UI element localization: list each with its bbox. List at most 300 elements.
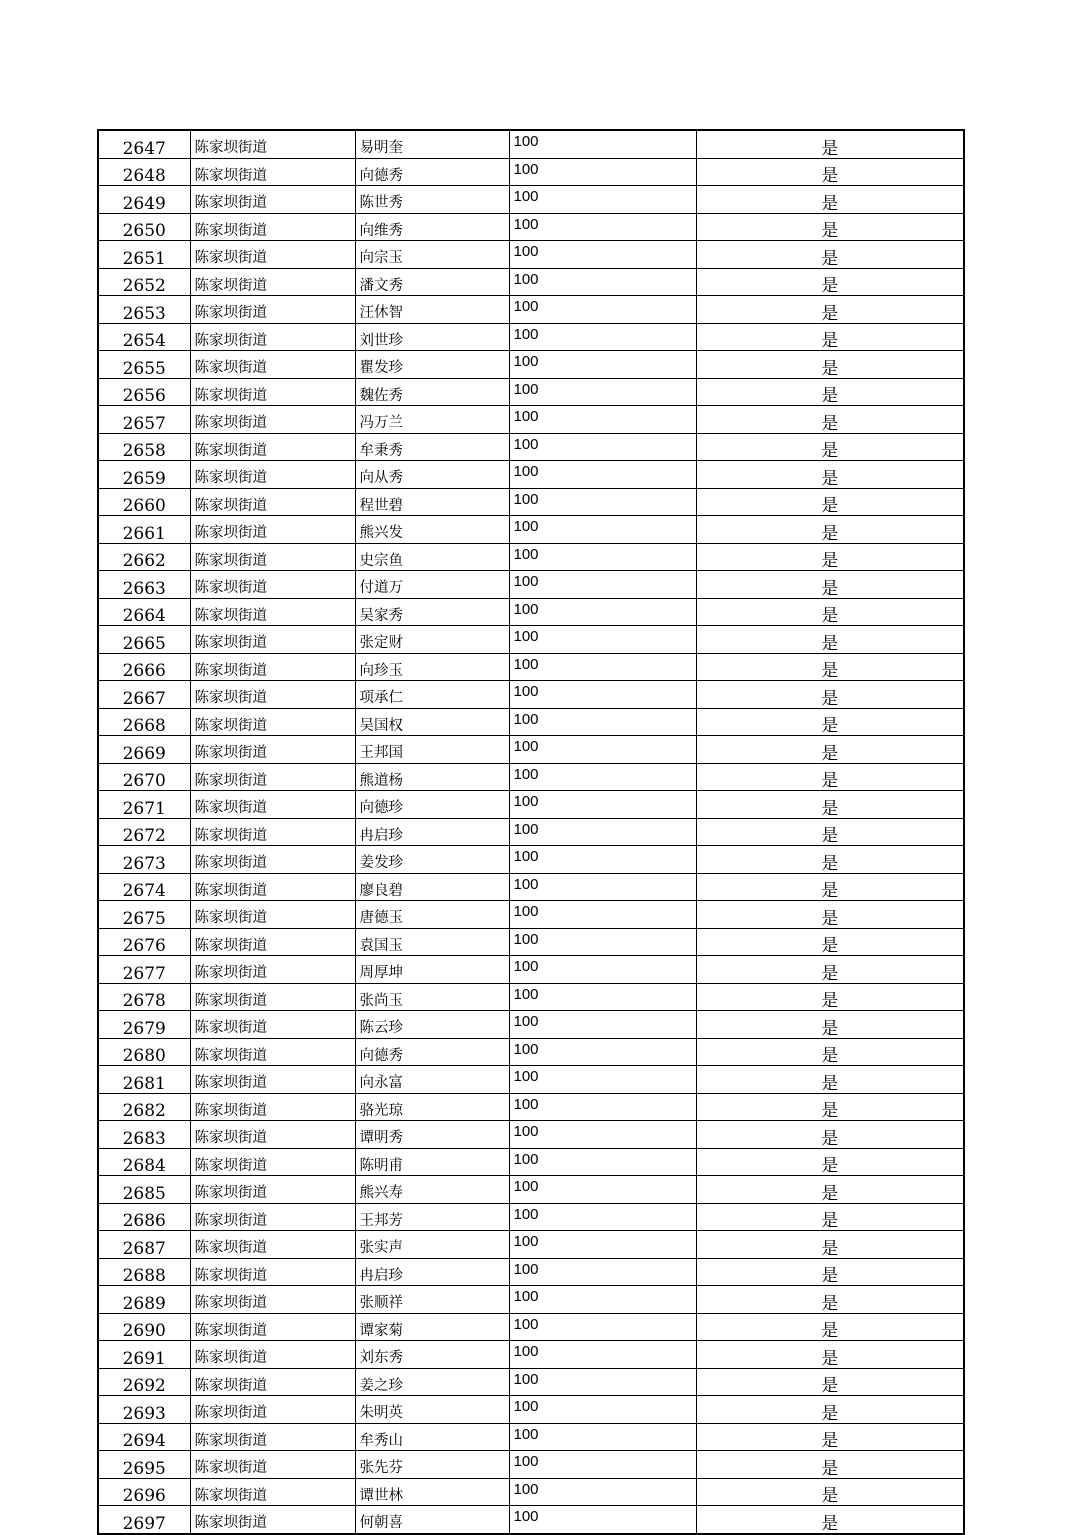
amount-cell: 100 [509,461,696,489]
street-cell: 陈家坝街道 [190,626,355,654]
person-name-cell: 谭明秀 [355,1121,509,1149]
person-name-cell: 刘东秀 [355,1341,509,1369]
person-name-cell: 刘世珍 [355,323,509,351]
row-number-cell: 2668 [98,708,190,736]
row-number-cell: 2660 [98,488,190,516]
flag-cell: 是 [696,1066,964,1094]
amount-cell: 100 [509,1341,696,1369]
amount-cell: 100 [509,1121,696,1149]
street-cell: 陈家坝街道 [190,1423,355,1451]
amount-cell: 100 [509,1148,696,1176]
street-cell: 陈家坝街道 [190,681,355,709]
row-number-cell: 2667 [98,681,190,709]
person-name-cell: 瞿发珍 [355,351,509,379]
row-number-cell: 2657 [98,406,190,434]
person-name-cell: 吴家秀 [355,598,509,626]
row-number-cell: 2648 [98,158,190,186]
row-number-cell: 2685 [98,1176,190,1204]
row-number-cell: 2695 [98,1451,190,1479]
person-name-cell: 冉启珍 [355,1258,509,1286]
row-number-cell: 2691 [98,1341,190,1369]
street-cell: 陈家坝街道 [190,1478,355,1506]
flag-cell: 是 [696,818,964,846]
amount-cell: 100 [509,1396,696,1424]
person-name-cell: 唐德玉 [355,901,509,929]
row-number-cell: 2666 [98,653,190,681]
flag-cell: 是 [696,186,964,214]
row-number-cell: 2672 [98,818,190,846]
amount-cell: 100 [509,1011,696,1039]
amount-cell: 100 [509,736,696,764]
flag-cell: 是 [696,1478,964,1506]
table-row [98,158,964,186]
row-number-cell: 2690 [98,1313,190,1341]
row-number-cell: 2651 [98,241,190,269]
amount-cell: 100 [509,791,696,819]
amount-cell: 100 [509,1368,696,1396]
table-row [98,1011,964,1039]
table-row [98,1313,964,1341]
flag-cell: 是 [696,736,964,764]
amount-cell: 100 [509,516,696,544]
street-cell: 陈家坝街道 [190,268,355,296]
flag-cell: 是 [696,1368,964,1396]
flag-cell: 是 [696,1396,964,1424]
flag-cell: 是 [696,1176,964,1204]
street-cell: 陈家坝街道 [190,241,355,269]
amount-cell: 100 [509,846,696,874]
row-number-cell: 2652 [98,268,190,296]
street-cell: 陈家坝街道 [190,1506,355,1534]
street-cell: 陈家坝街道 [190,1313,355,1341]
street-cell: 陈家坝街道 [190,1231,355,1259]
row-number-cell: 2647 [98,130,190,158]
street-cell: 陈家坝街道 [190,1038,355,1066]
row-number-cell: 2688 [98,1258,190,1286]
row-number-cell: 2689 [98,1286,190,1314]
amount-cell: 100 [509,1451,696,1479]
table-row [98,1121,964,1149]
row-number-cell: 2650 [98,213,190,241]
row-number-cell: 2661 [98,516,190,544]
table-row [98,818,964,846]
table-row [98,516,964,544]
table-row [98,1093,964,1121]
street-cell: 陈家坝街道 [190,1258,355,1286]
flag-cell: 是 [696,1313,964,1341]
street-cell: 陈家坝街道 [190,1011,355,1039]
amount-cell: 100 [509,241,696,269]
table-row [98,1148,964,1176]
table-row [98,1258,964,1286]
amount-cell: 100 [509,1423,696,1451]
row-number-cell: 2686 [98,1203,190,1231]
row-number-cell: 2694 [98,1423,190,1451]
amount-cell: 100 [509,1176,696,1204]
amount-cell: 100 [509,681,696,709]
person-name-cell: 潘文秀 [355,268,509,296]
table-row [98,901,964,929]
table-row [98,213,964,241]
street-cell: 陈家坝街道 [190,736,355,764]
row-number-cell: 2680 [98,1038,190,1066]
amount-cell: 100 [509,186,696,214]
table-row [98,846,964,874]
person-name-cell: 周厚坤 [355,956,509,984]
person-name-cell: 张先芬 [355,1451,509,1479]
person-name-cell: 程世碧 [355,488,509,516]
street-cell: 陈家坝街道 [190,1368,355,1396]
table-row [98,1231,964,1259]
row-number-cell: 2673 [98,846,190,874]
row-number-cell: 2675 [98,901,190,929]
flag-cell: 是 [696,708,964,736]
flag-cell: 是 [696,296,964,324]
person-name-cell: 何朝喜 [355,1506,509,1534]
row-number-cell: 2674 [98,873,190,901]
person-name-cell: 付道万 [355,571,509,599]
flag-cell: 是 [696,351,964,379]
amount-cell: 100 [509,351,696,379]
street-cell: 陈家坝街道 [190,598,355,626]
person-name-cell: 牟秀山 [355,1423,509,1451]
person-name-cell: 冉启珍 [355,818,509,846]
person-name-cell: 牟秉秀 [355,433,509,461]
street-cell: 陈家坝街道 [190,130,355,158]
flag-cell: 是 [696,983,964,1011]
flag-cell: 是 [696,1286,964,1314]
table-row [98,1038,964,1066]
flag-cell: 是 [696,626,964,654]
flag-cell: 是 [696,956,964,984]
street-cell: 陈家坝街道 [190,213,355,241]
street-cell: 陈家坝街道 [190,516,355,544]
person-name-cell: 项承仁 [355,681,509,709]
amount-cell: 100 [509,763,696,791]
amount-cell: 100 [509,708,696,736]
person-name-cell: 朱明英 [355,1396,509,1424]
person-name-cell: 王邦芳 [355,1203,509,1231]
flag-cell: 是 [696,461,964,489]
amount-cell: 100 [509,1038,696,1066]
table-row [98,1451,964,1479]
flag-cell: 是 [696,378,964,406]
street-cell: 陈家坝街道 [190,1341,355,1369]
amount-cell: 100 [509,488,696,516]
street-cell: 陈家坝街道 [190,928,355,956]
table-row [98,406,964,434]
data-table [97,129,965,1535]
amount-cell: 100 [509,1506,696,1534]
table-row [98,351,964,379]
street-cell: 陈家坝街道 [190,323,355,351]
table-row [98,241,964,269]
table-row [98,956,964,984]
person-name-cell: 陈云珍 [355,1011,509,1039]
street-cell: 陈家坝街道 [190,1121,355,1149]
amount-cell: 100 [509,158,696,186]
person-name-cell: 姜之珍 [355,1368,509,1396]
table-row [98,1176,964,1204]
table-row [98,626,964,654]
flag-cell: 是 [696,873,964,901]
flag-cell: 是 [696,1423,964,1451]
table-row [98,1368,964,1396]
flag-cell: 是 [696,1341,964,1369]
street-cell: 陈家坝街道 [190,296,355,324]
street-cell: 陈家坝街道 [190,186,355,214]
row-number-cell: 2649 [98,186,190,214]
person-name-cell: 魏佐秀 [355,378,509,406]
table-row [98,186,964,214]
person-name-cell: 廖良碧 [355,873,509,901]
table-body [98,130,964,1534]
flag-cell: 是 [696,1231,964,1259]
flag-cell: 是 [696,598,964,626]
row-number-cell: 2671 [98,791,190,819]
row-number-cell: 2677 [98,956,190,984]
table-row [98,1396,964,1424]
amount-cell: 100 [509,598,696,626]
person-name-cell: 向德珍 [355,791,509,819]
row-number-cell: 2681 [98,1066,190,1094]
amount-cell: 100 [509,378,696,406]
row-number-cell: 2662 [98,543,190,571]
row-number-cell: 2659 [98,461,190,489]
table-row [98,488,964,516]
table-row [98,983,964,1011]
table-row [98,433,964,461]
flag-cell: 是 [696,516,964,544]
person-name-cell: 冯万兰 [355,406,509,434]
person-name-cell: 向从秀 [355,461,509,489]
street-cell: 陈家坝街道 [190,571,355,599]
amount-cell: 100 [509,818,696,846]
person-name-cell: 王邦国 [355,736,509,764]
row-number-cell: 2676 [98,928,190,956]
row-number-cell: 2656 [98,378,190,406]
amount-cell: 100 [509,1231,696,1259]
row-number-cell: 2664 [98,598,190,626]
amount-cell: 100 [509,130,696,158]
row-number-cell: 2654 [98,323,190,351]
flag-cell: 是 [696,681,964,709]
street-cell: 陈家坝街道 [190,351,355,379]
flag-cell: 是 [696,571,964,599]
street-cell: 陈家坝街道 [190,846,355,874]
amount-cell: 100 [509,956,696,984]
street-cell: 陈家坝街道 [190,1093,355,1121]
table-row [98,571,964,599]
amount-cell: 100 [509,1093,696,1121]
row-number-cell: 2687 [98,1231,190,1259]
row-number-cell: 2679 [98,1011,190,1039]
flag-cell: 是 [696,130,964,158]
street-cell: 陈家坝街道 [190,158,355,186]
amount-cell: 100 [509,1258,696,1286]
person-name-cell: 谭家菊 [355,1313,509,1341]
flag-cell: 是 [696,1506,964,1534]
table-row [98,130,964,158]
amount-cell: 100 [509,1203,696,1231]
table-row [98,296,964,324]
row-number-cell: 2684 [98,1148,190,1176]
amount-cell: 100 [509,1313,696,1341]
table-row [98,323,964,351]
table-row [98,708,964,736]
row-number-cell: 2683 [98,1121,190,1149]
street-cell: 陈家坝街道 [190,1396,355,1424]
row-number-cell: 2669 [98,736,190,764]
table-row [98,1203,964,1231]
row-number-cell: 2696 [98,1478,190,1506]
person-name-cell: 向德秀 [355,1038,509,1066]
person-name-cell: 姜发珍 [355,846,509,874]
person-name-cell: 吴国权 [355,708,509,736]
flag-cell: 是 [696,213,964,241]
flag-cell: 是 [696,791,964,819]
flag-cell: 是 [696,241,964,269]
table-row [98,1066,964,1094]
person-name-cell: 陈世秀 [355,186,509,214]
amount-cell: 100 [509,406,696,434]
street-cell: 陈家坝街道 [190,653,355,681]
table-row [98,736,964,764]
person-name-cell: 熊道杨 [355,763,509,791]
amount-cell: 100 [509,1066,696,1094]
amount-cell: 100 [509,571,696,599]
street-cell: 陈家坝街道 [190,1203,355,1231]
street-cell: 陈家坝街道 [190,1148,355,1176]
flag-cell: 是 [696,433,964,461]
table-row [98,378,964,406]
flag-cell: 是 [696,928,964,956]
row-number-cell: 2697 [98,1506,190,1534]
row-number-cell: 2670 [98,763,190,791]
table-row [98,1341,964,1369]
table-row [98,1423,964,1451]
person-name-cell: 熊兴寿 [355,1176,509,1204]
amount-cell: 100 [509,1286,696,1314]
person-name-cell: 谭世林 [355,1478,509,1506]
person-name-cell: 张顺祥 [355,1286,509,1314]
table-row [98,1286,964,1314]
person-name-cell: 熊兴发 [355,516,509,544]
amount-cell: 100 [509,296,696,324]
person-name-cell: 骆光琼 [355,1093,509,1121]
amount-cell: 100 [509,626,696,654]
street-cell: 陈家坝街道 [190,1176,355,1204]
flag-cell: 是 [696,158,964,186]
flag-cell: 是 [696,653,964,681]
street-cell: 陈家坝街道 [190,901,355,929]
amount-cell: 100 [509,928,696,956]
amount-cell: 100 [509,323,696,351]
flag-cell: 是 [696,901,964,929]
flag-cell: 是 [696,488,964,516]
flag-cell: 是 [696,1038,964,1066]
row-number-cell: 2663 [98,571,190,599]
row-number-cell: 2682 [98,1093,190,1121]
amount-cell: 100 [509,433,696,461]
row-number-cell: 2653 [98,296,190,324]
person-name-cell: 张实声 [355,1231,509,1259]
person-name-cell: 易明奎 [355,130,509,158]
person-name-cell: 汪休智 [355,296,509,324]
person-name-cell: 张尚玉 [355,983,509,1011]
table-row [98,873,964,901]
flag-cell: 是 [696,763,964,791]
person-name-cell: 向宗玉 [355,241,509,269]
table-row [98,543,964,571]
person-name-cell: 张定财 [355,626,509,654]
person-name-cell: 向永富 [355,1066,509,1094]
flag-cell: 是 [696,1451,964,1479]
street-cell: 陈家坝街道 [190,956,355,984]
person-name-cell: 向德秀 [355,158,509,186]
amount-cell: 100 [509,983,696,1011]
amount-cell: 100 [509,543,696,571]
table-row [98,268,964,296]
amount-cell: 100 [509,1478,696,1506]
flag-cell: 是 [696,1258,964,1286]
flag-cell: 是 [696,268,964,296]
person-name-cell: 袁国玉 [355,928,509,956]
table-row [98,598,964,626]
table-row [98,653,964,681]
flag-cell: 是 [696,406,964,434]
flag-cell: 是 [696,1203,964,1231]
street-cell: 陈家坝街道 [190,406,355,434]
row-number-cell: 2658 [98,433,190,461]
flag-cell: 是 [696,1148,964,1176]
table-row [98,928,964,956]
person-name-cell: 陈明甫 [355,1148,509,1176]
street-cell: 陈家坝街道 [190,708,355,736]
person-name-cell: 史宗鱼 [355,543,509,571]
table-row [98,461,964,489]
street-cell: 陈家坝街道 [190,1451,355,1479]
street-cell: 陈家坝街道 [190,1066,355,1094]
row-number-cell: 2692 [98,1368,190,1396]
street-cell: 陈家坝街道 [190,983,355,1011]
flag-cell: 是 [696,846,964,874]
person-name-cell: 向珍玉 [355,653,509,681]
amount-cell: 100 [509,901,696,929]
row-number-cell: 2655 [98,351,190,379]
table-row [98,791,964,819]
row-number-cell: 2665 [98,626,190,654]
table-row [98,681,964,709]
street-cell: 陈家坝街道 [190,488,355,516]
amount-cell: 100 [509,653,696,681]
flag-cell: 是 [696,1093,964,1121]
street-cell: 陈家坝街道 [190,763,355,791]
street-cell: 陈家坝街道 [190,378,355,406]
street-cell: 陈家坝街道 [190,818,355,846]
street-cell: 陈家坝街道 [190,873,355,901]
flag-cell: 是 [696,543,964,571]
street-cell: 陈家坝街道 [190,433,355,461]
amount-cell: 100 [509,873,696,901]
row-number-cell: 2678 [98,983,190,1011]
street-cell: 陈家坝街道 [190,543,355,571]
street-cell: 陈家坝街道 [190,1286,355,1314]
street-cell: 陈家坝街道 [190,791,355,819]
person-name-cell: 向维秀 [355,213,509,241]
street-cell: 陈家坝街道 [190,461,355,489]
table-row [98,1478,964,1506]
